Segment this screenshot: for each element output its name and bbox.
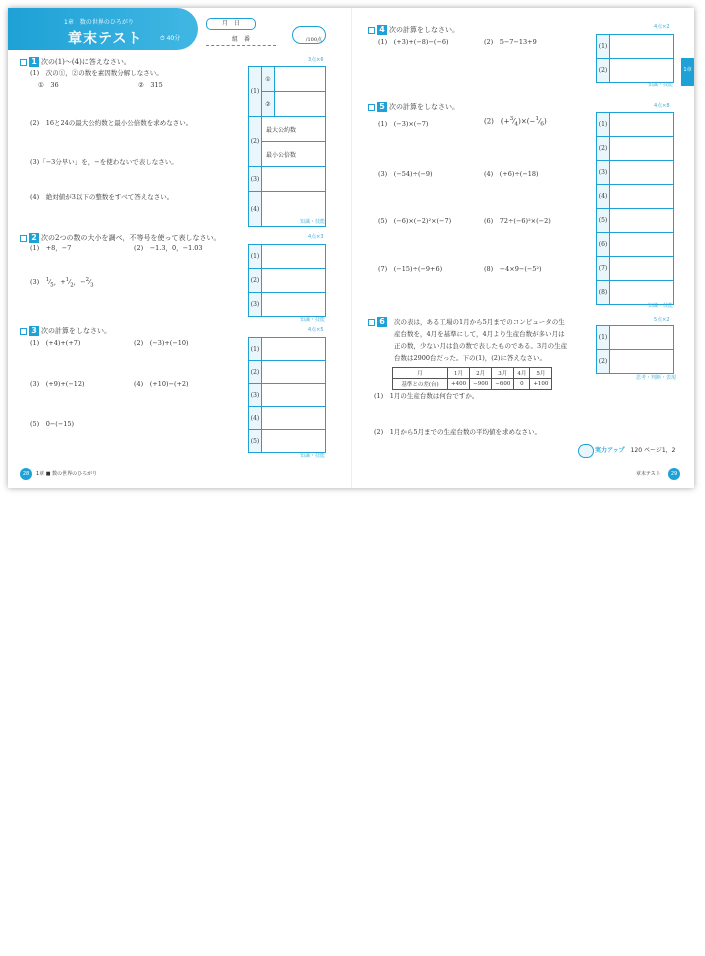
q3-ans-cell[interactable] [262,338,326,361]
q1-ans-label-4: (4) [249,192,262,227]
q3-ans-label-2: (2) [249,361,262,384]
q3-ans-cell[interactable] [262,407,326,430]
q3-tag: 知識・技能 [300,453,326,459]
q5-ans-label-1: (1) [597,113,610,137]
skill-up-link[interactable] [595,448,675,454]
q1-instruction: 次の(1)～(4)に答えなさい。 [41,58,131,66]
q6-data-table [392,367,552,390]
q1-p1a: ① 36 [38,81,59,89]
q5-ans-label-3: (3) [597,161,610,185]
q6-text-2: 産台数を，4月を基準にして，4月より生産台数が多い月は [394,330,565,338]
q5-tag: 知識・技能 [648,303,674,309]
checkbox-icon[interactable] [368,319,375,326]
checkbox-icon[interactable] [368,27,375,34]
q6-p1: (1) 1月の生産台数は何台ですか。 [374,392,479,400]
textbook-spread [8,8,694,488]
class-label: 組 番 [231,36,250,43]
q3-ans-cell[interactable] [262,384,326,407]
q5-ans-cell[interactable] [610,233,674,257]
q6-td: +100 [530,379,552,390]
q6-td: −600 [492,379,514,390]
q2-ans-cell[interactable] [262,269,326,293]
q5-ans-label-2: (2) [597,137,610,161]
q2-p3: (3) $^1⁄_5$，$+^1⁄_2$，$-^2⁄_3$ [30,277,94,289]
class-box[interactable] [206,35,276,46]
side-tab [681,58,694,86]
q1-ans-label-2: (2) [249,117,262,167]
q1-ans-sub-1: ① [262,67,275,92]
q1-ans-lcm[interactable]: 最小公倍数 [262,142,326,167]
left-page-number: 28 [20,468,32,480]
q1-heading [20,57,131,67]
q4-p1: (1) (+3)+(−8)−(−6) [378,38,449,46]
q3-heading [20,326,111,336]
q3-p4: (4) (+10)−(+2) [134,380,189,388]
q3-ans-label-4: (4) [249,407,262,430]
q6-th: 5月 [530,368,552,379]
checkbox-icon[interactable] [20,328,27,335]
q5-ans-cell[interactable] [610,161,674,185]
q1-p2: (2) 16と24の最大公約数と最小公倍数を求めなさい。 [30,119,193,127]
q1-number: 1 [29,57,39,67]
q2-ans-cell[interactable] [262,245,326,269]
q3-ans-cell[interactable] [262,361,326,384]
q3-points: 4点×5 [308,327,324,333]
q5-p8: (8) −4×9−(−5²) [484,265,542,273]
q2-p3-label: (3) [30,278,40,287]
q5-p3: (3) (−54)÷(−9) [378,170,433,178]
date-label: 月 日 [221,20,240,27]
q6-heading [368,317,389,327]
q1-answer-table [248,66,326,227]
q2-answer-table [248,244,326,317]
q4-ans-cell[interactable] [610,59,674,83]
q5-number: 5 [377,102,387,112]
q4-ans-label-1: (1) [597,35,610,59]
q5-instruction: 次の計算をしなさい。 [389,103,459,111]
q6-td: +400 [448,379,470,390]
score-label: /100点 [305,37,322,43]
q5-ans-cell[interactable] [610,281,674,305]
q5-p1: (1) (−3)×(−7) [378,120,429,128]
q4-instruction: 次の計算をしなさい。 [389,26,459,34]
q1-ans-cell[interactable] [275,92,326,117]
q6-text-1: 次の表は，ある工場の1月から5月までのコンピュータの生 [394,318,565,326]
q6-th: 1月 [448,368,470,379]
q4-ans-cell[interactable] [610,35,674,59]
q2-tag: 知識・技能 [300,317,326,323]
q2-ans-cell[interactable] [262,293,326,317]
q1-ans-label-3: (3) [249,167,262,192]
q1-ans-sub-2: ② [262,92,275,117]
q6-td: 0 [514,379,530,390]
q6-ans-label-2: (2) [597,350,610,374]
q2-points: 4点×3 [308,234,324,240]
q6-ans-label-1: (1) [597,326,610,350]
gutter-divider [351,8,352,488]
q4-number: 4 [377,25,387,35]
q6-text-3: 正の数，少ない月は負の数で表したものである。3月の生産 [394,342,568,350]
q5-p6: (6) 72÷(−6)²×(−2) [484,217,551,225]
q1-p4: (4) 絶対値が3以下の整数をすべて答えなさい。 [30,193,174,201]
skill-up-label: 実力アップ [595,447,625,454]
clock-icon: ⏱ [160,35,165,42]
side-tab-label: 1章 [683,67,692,73]
score-box[interactable] [292,26,326,44]
checkbox-icon[interactable] [368,104,375,111]
q6-td: −900 [470,379,492,390]
q4-tag: 知識・技能 [648,82,674,88]
q3-ans-label-3: (3) [249,384,262,407]
q2-p2: (2) −1.3，0，−1.03 [134,244,203,252]
q4-heading [368,25,459,35]
q2-ans-label-2: (2) [249,269,262,293]
q6-th: 3月 [492,368,514,379]
q5-p4: (4) (+6)÷(−18) [484,170,539,178]
q2-instruction: 次の2つの数の大小を調べ，不等号を使って表しなさい。 [41,234,221,242]
q1-ans-label-1: (1) [249,67,262,117]
q3-ans-cell[interactable] [262,430,326,453]
q5-p5: (5) (−6)×(−2)²×(−7) [378,217,452,225]
q5-ans-label-6: (6) [597,233,610,257]
q4-p2: (2) 5−7−13+9 [484,38,537,46]
q5-ans-cell[interactable] [610,185,674,209]
q3-answer-table [248,337,326,453]
q2-number: 2 [29,233,39,243]
q6-th: 2月 [470,368,492,379]
chapter-label: 1章 数の世界のひろがり [64,19,134,26]
page-title: 章末テスト [68,31,143,47]
q1-ans-cell[interactable] [275,67,326,92]
q4-answer-table [596,34,674,83]
q6-ans-cell[interactable] [610,326,674,350]
q1-points: 3点×6 [308,57,324,63]
q5-ans-label-4: (4) [597,185,610,209]
q5-p2-label: (2) [484,117,494,126]
q3-ans-label-1: (1) [249,338,262,361]
skill-up-text: 120 ページ1，2 [630,447,676,454]
q5-ans-cell[interactable] [610,137,674,161]
q5-heading [368,102,459,112]
q1-p1b: ② 315 [138,81,163,89]
checkbox-icon[interactable] [20,235,27,242]
mascot-icon [578,444,594,458]
q5-ans-cell[interactable] [610,257,674,281]
q6-td: 基準との差(台) [393,379,448,390]
q6-th: 4月 [514,368,530,379]
q5-answer-table [596,112,674,305]
q5-ans-cell[interactable] [610,209,674,233]
checkbox-icon[interactable] [20,59,27,66]
q1-ans-cell[interactable] [262,167,326,192]
q6-text-4: 台数は2900台だった。下の(1)，(2)に答えなさい。 [394,354,546,362]
date-box[interactable] [206,18,256,30]
q5-points: 4点×8 [654,103,670,109]
timer-label [160,33,180,43]
q6-answer-table [596,325,674,374]
right-footer-text: 章末テスト [636,471,661,477]
timer-value: 40分 [166,35,181,42]
q6-ans-cell[interactable] [610,350,674,374]
q5-p7: (7) (−15)÷(−9+6) [378,265,443,273]
q3-number: 3 [29,326,39,336]
q5-ans-label-8: (8) [597,281,610,305]
q6-th: 月 [393,368,448,379]
q1-p3: (3)「−3分早い」を，−を使わないで表しなさい。 [30,158,178,166]
q2-ans-label-1: (1) [249,245,262,269]
q3-p2: (2) (−3)+(−10) [134,339,189,347]
q2-p1: (1) +8，−7 [30,244,72,252]
q5-ans-cell[interactable] [610,113,674,137]
q4-ans-label-2: (2) [597,59,610,83]
q5-ans-label-7: (7) [597,257,610,281]
q1-ans-gcd[interactable]: 最大公約数 [262,117,326,142]
q6-points: 5点×2 [654,317,670,323]
q3-p5: (5) 0−(−15) [30,420,75,428]
q4-points: 4点×2 [654,24,670,30]
q3-ans-label-5: (5) [249,430,262,453]
q3-p3: (3) (+9)+(−12) [30,380,85,388]
q5-p2: (2) $(+^3⁄_4)\times(-^1⁄_6)$ [484,116,547,128]
q2-heading [20,233,220,243]
q3-instruction: 次の計算をしなさい。 [41,327,111,335]
q6-tag: 思考・判断・表現 [636,375,677,381]
q2-ans-label-3: (3) [249,293,262,317]
right-page-number: 29 [668,468,680,480]
q1-p1: (1) 次の①，②の数を素因数分解しなさい。 [30,69,163,77]
q3-p1: (1) (+4)+(+7) [30,339,81,347]
q5-ans-label-5: (5) [597,209,610,233]
q6-p2: (2) 1月から5月までの生産台数の平均値を求めなさい。 [374,428,541,436]
q6-number: 6 [377,317,387,327]
left-footer-text: 1章 ■ 数の世界のひろがり [36,471,98,477]
q1-tag: 知識・技能 [300,219,326,225]
